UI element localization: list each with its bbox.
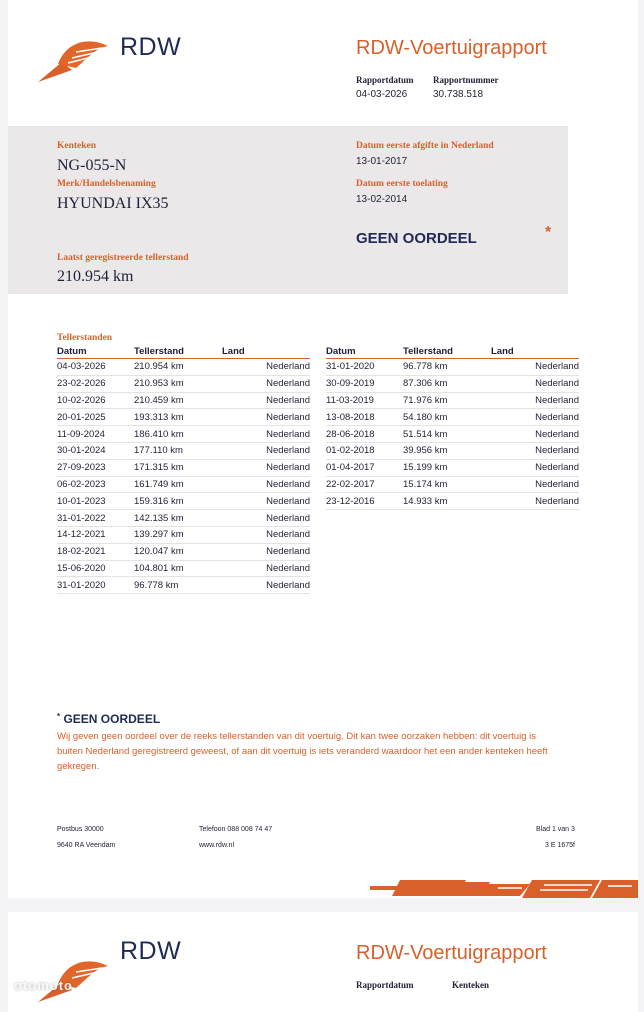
document-title: RDW-Voertuigrapport [356, 942, 547, 964]
reading-odometer: 120.047 km [134, 543, 222, 560]
reading-date: 30-01-2024 [57, 442, 134, 459]
reading-date: 14-12-2021 [57, 526, 134, 543]
reading-odometer: 51.514 km [403, 426, 491, 443]
reading-date: 31-01-2022 [57, 510, 134, 527]
reading-country: Nederland [222, 392, 310, 409]
table-row [57, 426, 310, 443]
table-row [57, 459, 310, 476]
make-value: HYUNDAI IX35 [57, 195, 169, 212]
reading-date: 23-12-2016 [326, 493, 403, 510]
table-row [57, 392, 310, 409]
table-row [57, 409, 310, 426]
make-label: Merk/Handelsbenaming [57, 179, 156, 189]
reading-odometer: 14.933 km [403, 493, 491, 510]
reading-odometer: 193.313 km [134, 409, 222, 426]
reading-odometer: 54.180 km [403, 409, 491, 426]
first-admission-date: 13-02-2014 [356, 194, 408, 205]
verdict-text: GEEN OORDEEL [356, 230, 477, 247]
reading-country: Nederland [491, 476, 579, 493]
odometer-table-right [326, 346, 579, 510]
footer-postbus: Postbus 30000 [57, 826, 104, 833]
column-header-odometer: Tellerstand [134, 346, 222, 359]
note-text: Wij geven geen oordeel over de reeks tellerstanden van dit voertuig. Dit kan twee oorzaken hebben: dit voertuig is buiten Nederland geregistreerd geweest, of aan dit voertuig is iets veranderd waardoor het een ander kenteken heeft gekregen. [57, 731, 548, 772]
reading-country: Nederland [222, 459, 310, 476]
reading-country: Nederland [222, 375, 310, 392]
reading-country: Nederland [491, 426, 579, 443]
footer-code: 3 E 1675f [545, 842, 575, 849]
reading-date: 11-09-2024 [57, 426, 134, 443]
column-header-country: Land [222, 346, 310, 359]
reading-country: Nederland [491, 375, 579, 392]
watermark: otomoto [14, 978, 73, 993]
column-header-date: Datum [326, 346, 403, 359]
reading-date: 31-01-2020 [326, 359, 403, 376]
reading-odometer: 142.135 km [134, 510, 222, 527]
reading-date: 23-02-2026 [57, 375, 134, 392]
reading-country: Nederland [222, 543, 310, 560]
table-row [326, 426, 579, 443]
report-page-1 [8, 0, 638, 898]
first-admission-label: Datum eerste toelating [356, 179, 448, 189]
reading-odometer: 87.306 km [403, 375, 491, 392]
brand-name: RDW [120, 937, 182, 965]
reading-odometer: 210.954 km [134, 359, 222, 376]
document-title: RDW-Voertuigrapport [356, 37, 547, 59]
odometer-section-title: Tellerstanden [57, 333, 113, 343]
report-number-label: Rapportnummer [433, 75, 499, 85]
table-row [57, 442, 310, 459]
reading-date: 15-06-2020 [57, 560, 134, 577]
reading-odometer: 15.199 km [403, 459, 491, 476]
reading-country: Nederland [222, 560, 310, 577]
report-date-label: Rapportdatum [356, 980, 414, 990]
odometer-value: 210.954 km [57, 268, 134, 285]
odometer-rows-left [57, 359, 310, 594]
table-row [57, 526, 310, 543]
odometer-rows-right [326, 359, 579, 510]
table-row [57, 359, 310, 376]
reading-country: Nederland [222, 510, 310, 527]
reading-date: 28-06-2018 [326, 426, 403, 443]
table-row [57, 493, 310, 510]
reading-country: Nederland [222, 577, 310, 594]
table-row [326, 392, 579, 409]
reading-date: 13-08-2018 [326, 409, 403, 426]
reading-country: Nederland [222, 493, 310, 510]
table-row [326, 442, 579, 459]
note-marker: * [57, 712, 61, 721]
plate-label: Kenteken [57, 141, 97, 151]
column-header-country: Land [491, 346, 579, 359]
table-row [57, 560, 310, 577]
reading-date: 11-03-2019 [326, 392, 403, 409]
table-row [57, 577, 310, 594]
column-header-odometer: Tellerstand [403, 346, 491, 359]
reading-odometer: 161.749 km [134, 476, 222, 493]
table-row [57, 375, 310, 392]
reading-odometer: 96.778 km [134, 577, 222, 594]
reading-odometer: 71.976 km [403, 392, 491, 409]
reading-country: Nederland [222, 476, 310, 493]
first-nl-date: 13-01-2017 [356, 156, 408, 167]
rdw-logo [36, 32, 114, 89]
report-number: 30.738.518 [433, 89, 484, 100]
decorative-stripes [370, 876, 638, 900]
brand-name: RDW [120, 33, 182, 61]
reading-country: Nederland [491, 459, 579, 476]
table-row [326, 459, 579, 476]
reading-odometer: 186.410 km [134, 426, 222, 443]
table-row [326, 493, 579, 510]
note-title [57, 712, 160, 726]
first-nl-label: Datum eerste afgifte in Nederland [356, 141, 494, 151]
table-header-row [326, 346, 579, 359]
reading-date: 31-01-2020 [57, 577, 134, 594]
reading-date: 27-09-2023 [57, 459, 134, 476]
reading-country: Nederland [491, 392, 579, 409]
rdw-logo-icon [36, 32, 114, 84]
footer-page-number: Blad 1 van 3 [536, 826, 575, 833]
reading-country: Nederland [222, 442, 310, 459]
reading-country: Nederland [222, 426, 310, 443]
footer-phone: Telefoon 088 008 74 47 [199, 826, 273, 833]
reading-date: 20-01-2025 [57, 409, 134, 426]
reading-odometer: 15.174 km [403, 476, 491, 493]
reading-date: 10-01-2023 [57, 493, 134, 510]
reading-odometer: 96.778 km [403, 359, 491, 376]
reading-date: 18-02-2021 [57, 543, 134, 560]
reading-country: Nederland [222, 359, 310, 376]
reading-odometer: 210.953 km [134, 375, 222, 392]
reading-country: Nederland [491, 409, 579, 426]
report-page-2 [8, 912, 638, 1012]
reading-odometer: 210.459 km [134, 392, 222, 409]
table-row [57, 476, 310, 493]
report-date: 04-03-2026 [356, 89, 408, 100]
plate-label: Kenteken [452, 980, 489, 990]
reading-date: 01-02-2018 [326, 442, 403, 459]
verdict-asterisk: * [545, 224, 552, 241]
footer-website[interactable]: www.rdw.nl [199, 842, 235, 849]
reading-country: Nederland [491, 442, 579, 459]
table-row [57, 510, 310, 527]
reading-odometer: 159.316 km [134, 493, 222, 510]
table-row [326, 359, 579, 376]
reading-country: Nederland [222, 526, 310, 543]
reading-date: 01-04-2017 [326, 459, 403, 476]
reading-country: Nederland [491, 493, 579, 510]
report-date-label: Rapportdatum [356, 75, 414, 85]
table-row [326, 409, 579, 426]
reading-date: 04-03-2026 [57, 359, 134, 376]
reading-odometer: 139.297 km [134, 526, 222, 543]
reading-country: Nederland [491, 359, 579, 376]
plate-value: NG-055-N [57, 157, 127, 174]
reading-odometer: 39.956 km [403, 442, 491, 459]
reading-odometer: 104.801 km [134, 560, 222, 577]
table-row [326, 476, 579, 493]
reading-date: 22-02-2017 [326, 476, 403, 493]
odometer-table-left [57, 346, 310, 594]
reading-date: 10-02-2026 [57, 392, 134, 409]
reading-odometer: 171.315 km [134, 459, 222, 476]
table-row [326, 375, 579, 392]
reading-date: 06-02-2023 [57, 476, 134, 493]
reading-odometer: 177.110 km [134, 442, 222, 459]
table-header-row [57, 346, 310, 359]
note-title-text: GEEN OORDEEL [63, 712, 161, 726]
odometer-label: Laatst geregistreerde tellerstand [57, 253, 189, 263]
column-header-date: Datum [57, 346, 134, 359]
footer-city: 9640 RA Veendam [57, 842, 116, 849]
reading-country: Nederland [222, 409, 310, 426]
table-row [57, 543, 310, 560]
reading-date: 30-09-2019 [326, 375, 403, 392]
